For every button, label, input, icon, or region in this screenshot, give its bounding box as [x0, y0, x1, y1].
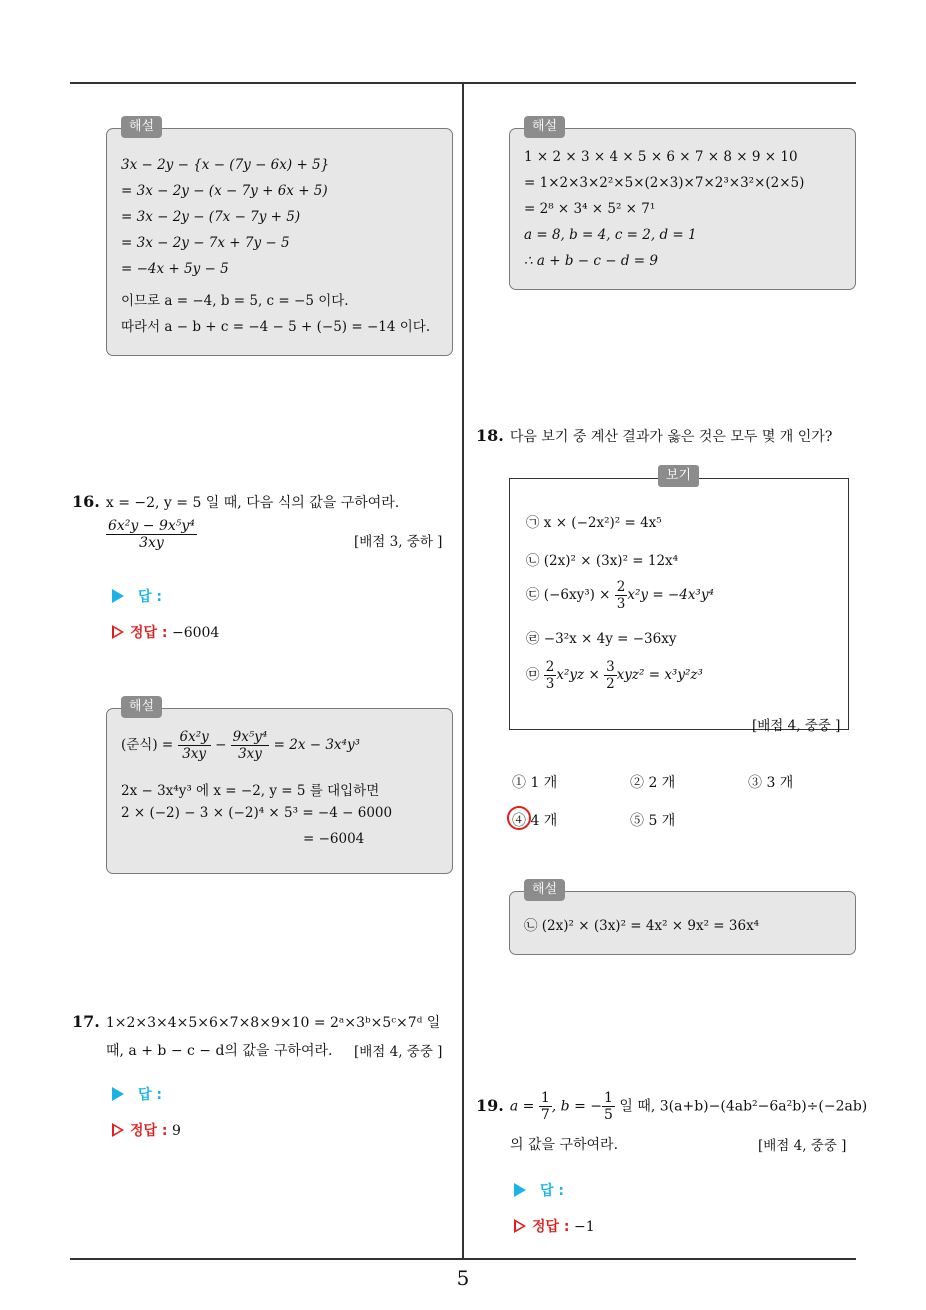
correct-answer-17	[112, 1120, 181, 1140]
answer-label: 답 :	[138, 1087, 162, 1103]
correct-label: 정답 :	[130, 1123, 168, 1139]
solution-line: 이므로 a = −4, b = 5, c = −5 이다.	[121, 293, 349, 309]
points-badge: [배점 3, 중하 ]	[354, 534, 443, 550]
outline-triangle-icon	[112, 1123, 124, 1137]
answer-field-17[interactable]	[112, 1084, 162, 1104]
selected-answer-mark	[507, 806, 531, 830]
solution-line: 2 × (−2) − 3 × (−2)⁴ × 5³ = −4 − 6000	[121, 805, 393, 821]
play-icon	[112, 1087, 124, 1101]
solution-line: ∴ a + b − c − d = 9	[524, 253, 658, 269]
answer-label: 답 :	[540, 1183, 564, 1199]
points-badge: [배점 4, 중중 ]	[354, 1044, 443, 1060]
solution-tab: 해설	[121, 696, 162, 718]
page-number: 5	[456, 1266, 470, 1290]
solution-line: (준식) = $\frac{\text{6x²y}}{3xy}$ − $\frac{\text{9x⁵y⁴}}{3xy}$ = 2x − 3x⁴y³	[121, 729, 360, 762]
question-17-line2: 때, a + b − c − d의 값을 구하여라.	[106, 1043, 333, 1059]
question-16	[72, 492, 399, 512]
question-text: 1×2×3×4×5×6×7×8×9×10 = 2ᵃ×3ᵇ×5ᶜ×7ᵈ 일	[105, 1015, 441, 1031]
solution-line: = 3x − 2y − 7x + 7y − 5	[121, 235, 290, 251]
solution-box-18	[509, 882, 856, 955]
question-18	[476, 426, 832, 446]
correct-answer-19	[514, 1216, 595, 1236]
expr-numerator: 6x²y − 9x⁵y⁴	[108, 518, 195, 534]
outline-triangle-icon	[514, 1219, 526, 1233]
solution-line: = 3x − 2y − (x − 7y + 6x + 5)	[121, 183, 328, 199]
correct-value: −1	[573, 1219, 595, 1235]
question-16-expression	[106, 518, 197, 551]
bogi-item: ㉡ (2x)² × (3x)² = 12x⁴	[526, 553, 679, 569]
solution-box-17	[509, 119, 856, 290]
question-number: 19.	[476, 1095, 504, 1115]
answer-field-16[interactable]	[112, 586, 162, 606]
solution-line: = −4x + 5y − 5	[121, 261, 229, 277]
solution-tab: 해설	[524, 116, 565, 138]
solution-tab: 해설	[524, 879, 565, 901]
question-text: x = −2, y = 5 일 때, 다음 식의 값을 구하여라.	[105, 495, 400, 511]
correct-label: 정답 :	[130, 625, 168, 641]
correct-label: 정답 :	[532, 1219, 570, 1235]
choice-4[interactable]: ④ 4 개	[512, 813, 558, 829]
bogi-item: ㉠ x × (−2x²)² = 4x⁵	[526, 515, 662, 531]
play-icon	[112, 589, 124, 603]
bogi-box	[509, 468, 849, 730]
solution-tab: 해설	[121, 116, 162, 138]
solution-line: = 3x − 2y − (7x − 7y + 5)	[121, 209, 301, 225]
choice-5[interactable]: ⑤ 5 개	[630, 813, 676, 829]
question-number: 17.	[72, 1012, 100, 1031]
solution-line: 따라서 a − b + c = −4 − 5 + (−5) = −14 이다.	[121, 319, 431, 335]
choice-3[interactable]: ③ 3 개	[748, 775, 794, 791]
solution-box-15	[106, 119, 453, 356]
correct-value: −6004	[171, 625, 220, 641]
choice-1[interactable]: ① 1 개	[512, 775, 558, 791]
question-17	[72, 1012, 440, 1032]
solution-line: = −6004	[303, 831, 365, 847]
solution-line: = 2⁸ × 3⁴ × 5² × 7¹	[524, 201, 656, 217]
points-badge: [배점 4, 중중 ]	[752, 718, 841, 734]
points-badge: [배점 4, 중중 ]	[758, 1138, 847, 1154]
expr-denominator: 3xy	[139, 535, 164, 551]
play-icon	[514, 1183, 526, 1197]
solution-line: 1 × 2 × 3 × 4 × 5 × 6 × 7 × 8 × 9 × 10	[524, 149, 798, 165]
correct-value: 9	[171, 1123, 181, 1139]
solution-line: 2x − 3x⁴y³ 에 x = −2, y = 5 를 대입하면	[121, 783, 380, 799]
choice-2[interactable]: ② 2 개	[630, 775, 676, 791]
outline-triangle-icon	[112, 625, 124, 639]
bottom-rule	[70, 1258, 856, 1260]
question-19: 19. a = $\frac{1}{7}$ , b = − $\frac{1}{5}$ 일 때, 3(a+b)−(4ab²−6a²b)÷(−2ab)	[476, 1090, 868, 1123]
bogi-item: ㉣ −3²x × 4y = −36xy	[526, 631, 677, 647]
question-19-line2: 의 값을 구하여라.	[510, 1137, 619, 1153]
question-number: 16.	[72, 492, 100, 511]
column-divider	[462, 84, 464, 1259]
solution-line: = 1×2×3×2²×5×(2×3)×7×2³×3²×(2×5)	[524, 175, 805, 191]
solution-line: a = 8, b = 4, c = 2, d = 1	[524, 227, 697, 243]
question-text: 다음 보기 중 계산 결과가 옳은 것은 모두 몇 개 인가?	[509, 429, 833, 445]
solution-line: ㉡ (2x)² × (3x)² = 4x² × 9x² = 36x⁴	[524, 918, 760, 934]
bogi-item: ㉤ $\frac{2}{3}$ x²yz × $\frac{3}{2}$ xyz² = x³y²z³	[526, 659, 703, 692]
bogi-tab: 보기	[658, 465, 699, 487]
solution-line: 3x − 2y − {x − (7y − 6x) + 5}	[121, 157, 330, 173]
answer-label: 답 :	[138, 589, 162, 605]
solution-box-16	[106, 699, 453, 874]
correct-answer-16	[112, 622, 219, 642]
answer-field-19[interactable]	[514, 1180, 564, 1200]
bogi-item: ㉢ (−6xy³) × $\frac{2}{3}$ x²y = −4x³y⁴	[526, 579, 714, 612]
question-number: 18.	[476, 426, 504, 445]
